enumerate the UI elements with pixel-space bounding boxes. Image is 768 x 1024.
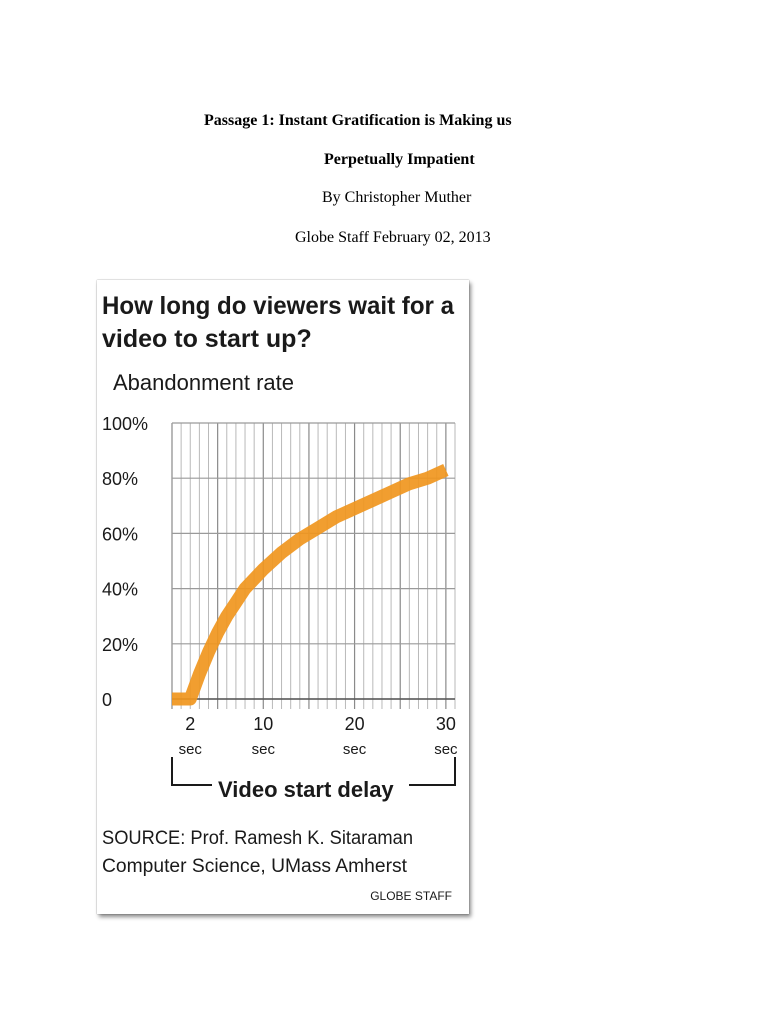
x-tick-unit: sec [251, 741, 275, 758]
source-line-1: SOURCE: Prof. Ramesh K. Sitaraman [102, 828, 413, 849]
y-tick-label: 40% [102, 579, 139, 600]
chart-headline-line-2: video to start up? [102, 325, 312, 353]
chart-grid [172, 423, 455, 709]
x-tick-label: 10 [253, 714, 274, 734]
y-tick-label: 100% [102, 414, 149, 434]
y-tick-label: 20% [102, 634, 139, 655]
y-tick-label: 0 [102, 690, 113, 710]
document-title-line-1: Passage 1: Instant Gratification is Making us [204, 112, 512, 129]
x-tick-unit: sec [342, 741, 367, 758]
byline: By Christopher Muther [322, 189, 472, 206]
y-tick-labels [102, 414, 148, 710]
x-tick-unit: sec [434, 741, 458, 758]
document-title-line-2: Perpetually Impatient [324, 151, 475, 168]
x-tick-label: 2 [185, 714, 196, 734]
y-axis-label: Abandonment rate [113, 370, 295, 395]
x-axis-label: Video start delay [218, 777, 394, 802]
x-label-bracket-right [409, 757, 455, 785]
credit-label: GLOBE STAFF [370, 889, 452, 903]
chart-svg [97, 280, 469, 914]
x-label-bracket-left [172, 757, 212, 785]
x-tick-label: 20 [344, 714, 365, 734]
chart-headline-line-1: How long do viewers wait for a [102, 292, 456, 320]
chart-figure [97, 280, 469, 914]
dateline: Globe Staff February 02, 2013 [295, 229, 491, 246]
x-tick-labels [179, 714, 458, 758]
x-tick-unit: sec [178, 741, 202, 758]
y-tick-label: 60% [102, 524, 139, 545]
source-line-2: Computer Science, UMass Amherst [102, 856, 408, 877]
x-tick-label: 30 [435, 714, 456, 734]
y-tick-label: 80% [102, 469, 139, 490]
